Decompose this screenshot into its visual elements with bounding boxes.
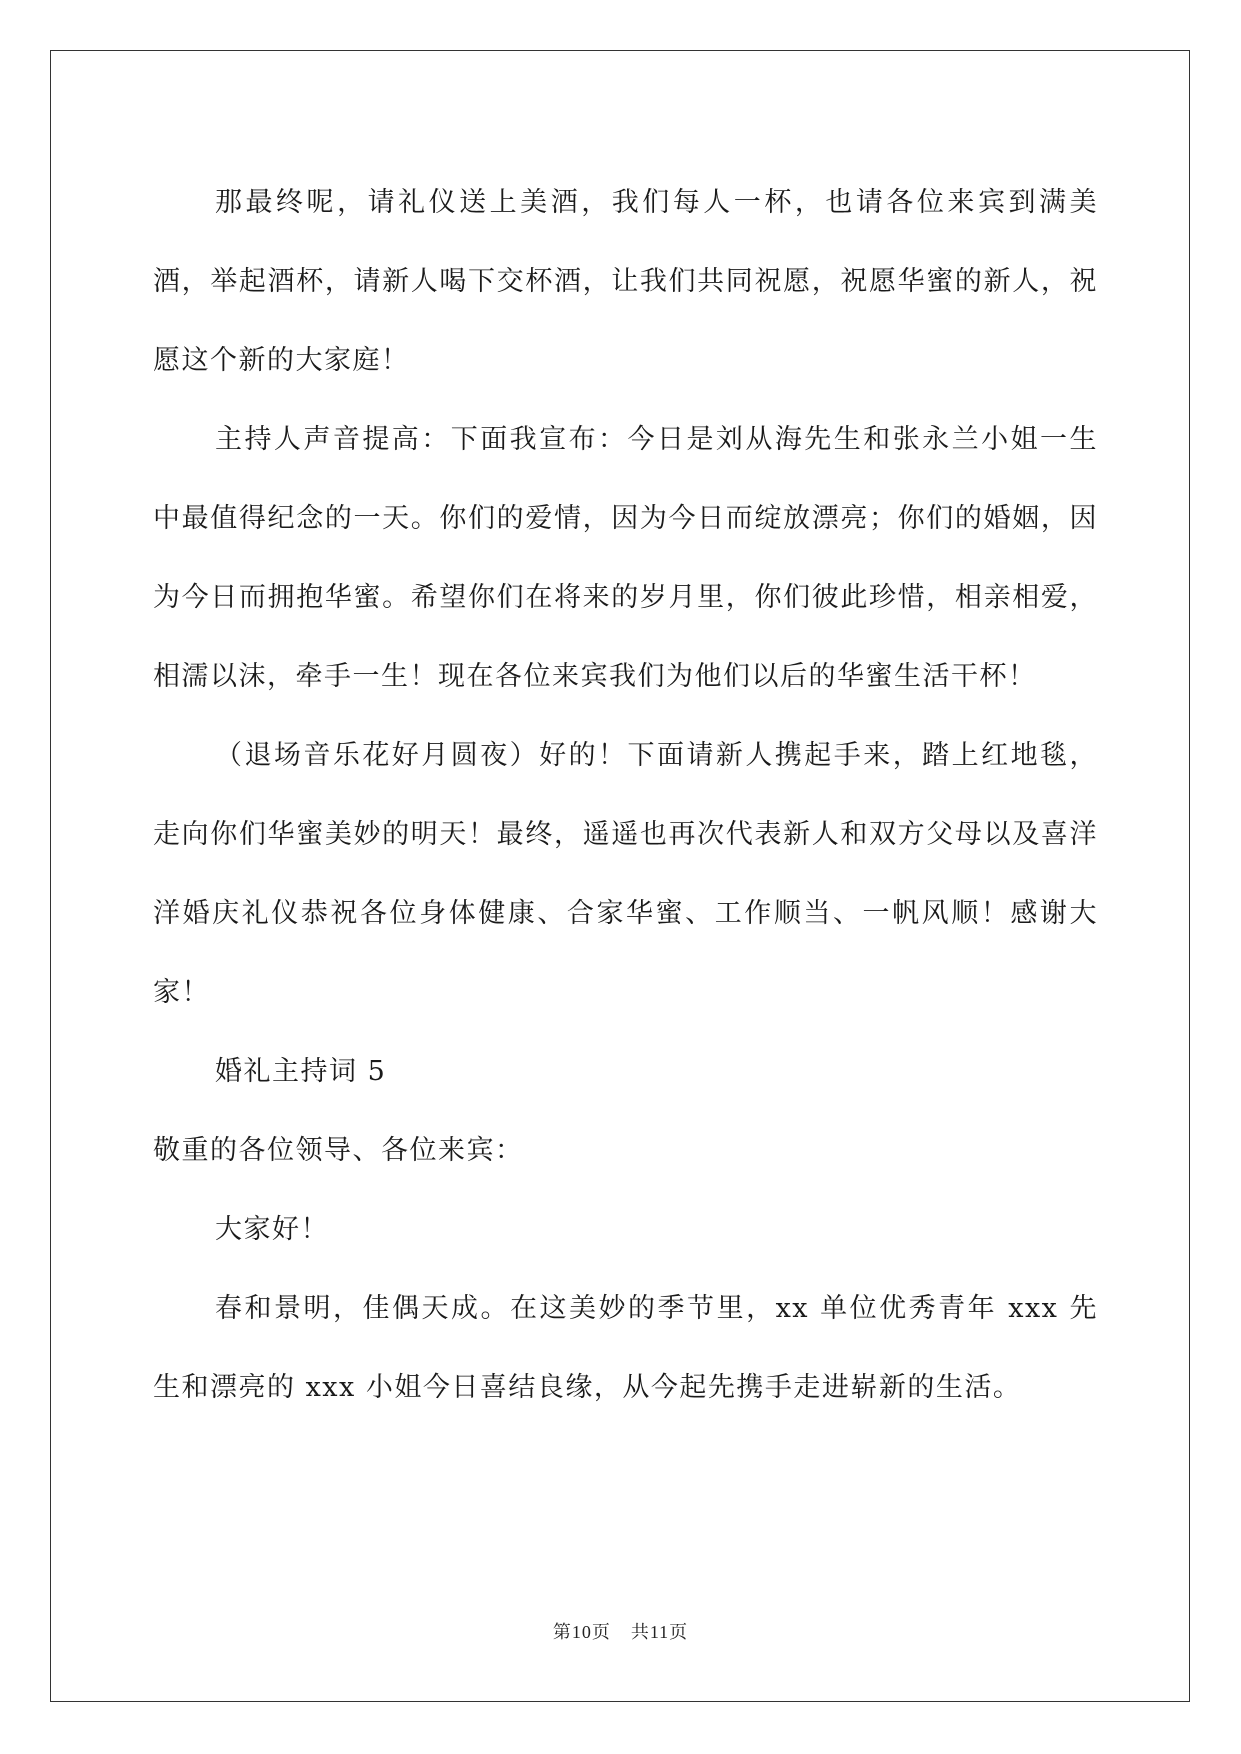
footer-page-current: 10	[571, 1622, 592, 1642]
paragraph-announcement: 主持人声音提高：下面我宣布：今日是刘从海先生和张永兰小姐一生中最值得纪念的一天。你们的爱情，因为今日而绽放漂亮；你们的婚姻，因为今日而拥抱华蜜。希望你们在将来的岁月里，你们彼此珍惜，相亲相爱，相濡以沫，牵手一生！现在各位来宾我们为他们以后的华蜜生活干杯！	[153, 424, 1098, 692]
greeting: 大家好！	[215, 1214, 329, 1245]
paragraph-opening: 春和景明，佳偶天成。在这美妙的季节里，xx 单位优秀青年 xxx 先生和漂亮的 xxx 小姐今日喜结良缘，从今起先携手走进崭新的生活。	[153, 1293, 1098, 1403]
page-footer	[0, 1618, 1241, 1644]
footer-page-prefix: 第	[552, 1622, 572, 1643]
footer-page-total: 11	[649, 1622, 670, 1642]
salutation: 敬重的各位领导、各位来宾：	[153, 1135, 524, 1166]
paragraph-toast: 那最终呢，请礼仪送上美酒，我们每人一杯，也请各位来宾到满美酒，举起酒杯，请新人喝下交杯酒，让我们共同祝愿，祝愿华蜜的新人，祝愿这个新的大家庭！	[153, 187, 1098, 376]
paragraph-closing: （退场音乐花好月圆夜）好的！下面请新人携起手来，踏上红地毯，走向你们华蜜美妙的明天！最终，遥遥也再次代表新人和双方父母以及喜洋洋婚庆礼仪恭祝各位身体健康、合家华蜜、工作顺当、一帆风顺！感谢大家！	[153, 740, 1098, 1008]
footer-total-suffix: 页	[669, 1622, 689, 1643]
footer-page-mid: 页	[591, 1622, 611, 1643]
document-body	[153, 163, 1098, 1427]
footer-total-prefix: 共	[630, 1622, 650, 1643]
section-heading: 婚礼主持词 5	[215, 1056, 387, 1087]
